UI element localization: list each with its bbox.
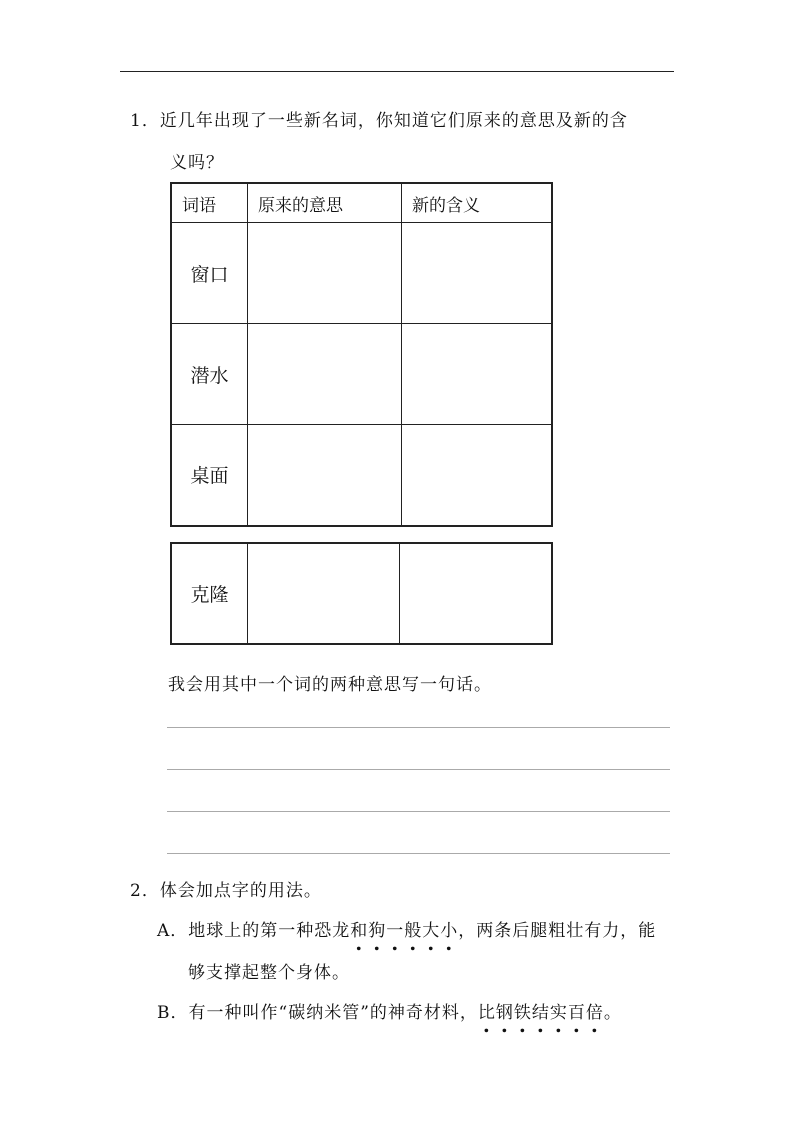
answer-line-4[interactable]: [167, 853, 670, 854]
dotted-char: 大: [422, 921, 441, 941]
sentence-b-pre: 有一种叫作“碳纳米管”的神奇材料，: [188, 1003, 478, 1023]
original-meaning-cell[interactable]: [248, 543, 400, 644]
option-a-label: A．: [157, 921, 189, 941]
header-new: 新的含义: [402, 183, 553, 223]
dotted-char: 狗: [368, 921, 387, 941]
dotted-char: 小: [440, 921, 459, 941]
sentence-a-pre: 地球上的第一种恐龙: [188, 921, 351, 941]
word-cell: 桌面: [171, 425, 248, 526]
table-row: [171, 543, 552, 644]
header-word: 词语: [171, 183, 248, 223]
dotted-char: 和: [350, 921, 369, 941]
option-b-label: B．: [157, 1003, 189, 1023]
header-original: 原来的意思: [248, 183, 402, 223]
q2-sentence-b: [157, 998, 622, 1023]
answer-line-1[interactable]: [167, 727, 670, 728]
dotted-char: 比: [477, 1003, 496, 1023]
word-cell: 窗口: [171, 223, 248, 324]
original-meaning-cell[interactable]: [248, 324, 402, 425]
new-meaning-cell[interactable]: [402, 425, 553, 526]
original-meaning-cell[interactable]: [248, 223, 402, 324]
vocabulary-table-continued: [170, 542, 553, 645]
q2-sentence-a: [157, 916, 656, 941]
original-meaning-cell[interactable]: [248, 425, 402, 526]
dotted-char: 结: [531, 1003, 550, 1023]
table-row: [171, 425, 552, 526]
word-cell: 克隆: [171, 543, 248, 644]
sentence-a-post: ，两条后腿粗壮有力，能: [458, 921, 657, 941]
table-row: [171, 324, 552, 425]
vocabulary-table-main: [170, 182, 553, 527]
word-cell: 潜水: [171, 324, 248, 425]
dotted-char: 一: [386, 921, 405, 941]
q1-instruction: 我会用其中一个词的两种意思写一句话。: [168, 675, 492, 695]
sentence-b-post: 。: [603, 1003, 622, 1023]
dotted-char: 实: [549, 1003, 568, 1023]
dotted-char: 般: [404, 921, 423, 941]
answer-line-2[interactable]: [167, 769, 670, 770]
new-meaning-cell[interactable]: [400, 543, 553, 644]
top-rule: [120, 71, 674, 72]
dotted-char: 倍: [585, 1003, 604, 1023]
table-header-row: [171, 183, 552, 223]
table-row: [171, 223, 552, 324]
q1-prompt-line2: 义吗？: [170, 153, 224, 173]
dotted-char: 百: [567, 1003, 586, 1023]
dotted-char: 铁: [513, 1003, 532, 1023]
q2-sentence-a-cont: 够支撑起整个身体。: [188, 963, 350, 983]
new-meaning-cell[interactable]: [402, 324, 553, 425]
answer-line-3[interactable]: [167, 811, 670, 812]
q2-title: 2．体会加点字的用法。: [130, 881, 322, 901]
q1-prompt-line1: 1．近几年出现了一些新名词，你知道它们原来的意思及新的含: [130, 111, 628, 131]
new-meaning-cell[interactable]: [402, 223, 553, 324]
dotted-char: 钢: [495, 1003, 514, 1023]
